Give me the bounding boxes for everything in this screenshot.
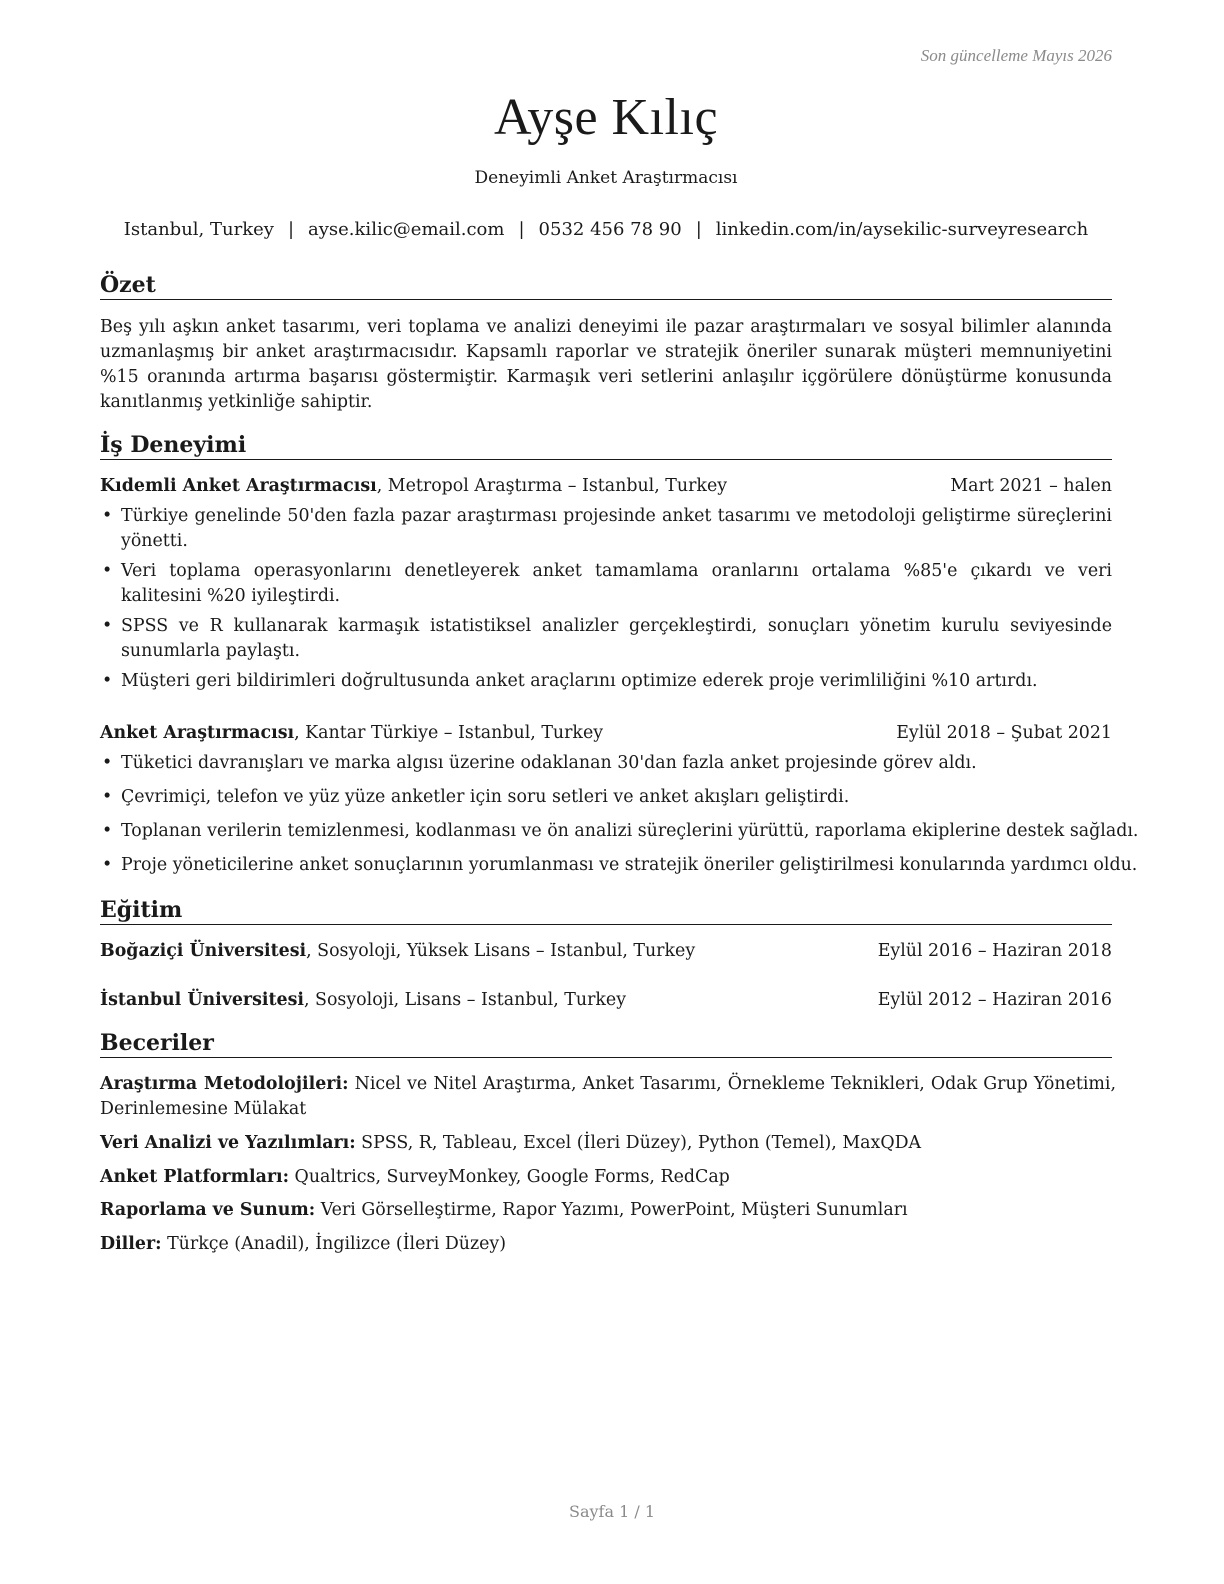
candidate-name: Ayşe Kılıç bbox=[493, 89, 719, 146]
skill-label: Veri Analizi ve Yazılımları: bbox=[100, 1133, 356, 1153]
contact-linkedin[interactable]: linkedin.com/in/aysekilic-surveyresearch bbox=[715, 219, 1089, 240]
skill-row bbox=[100, 1072, 1116, 1122]
skill-row bbox=[100, 1198, 1116, 1223]
job-role: Kıdemli Anket Araştırmacısı bbox=[100, 476, 377, 496]
bullet-text: Toplanan verilerin temizlenmesi, kodlanması ve ön analizi süreçlerini yürüttü, raporlama ekiplerine destek sağladı. bbox=[121, 821, 1139, 841]
job-role: Anket Araştırmacısı bbox=[100, 723, 295, 743]
job-dates: Eylül 2018 – Şubat 2021 bbox=[896, 723, 1112, 743]
bullet-text: Veri toplama operasyonlarını denetleyerek anket tamamlama oranlarını ortalama %85'e çıkardı ve veri kalitesini %20 iyileştirdi. bbox=[121, 561, 1112, 606]
skill-row bbox=[100, 1232, 1116, 1257]
bullet-text: SPSS ve R kullanarak karmaşık istatistiksel analizler gerçekleştirdi, sonuçları yönetim kurulu seviyesinde sunumlarla paylaştı. bbox=[121, 616, 1112, 661]
job-bullets bbox=[100, 751, 1139, 878]
education-dates: Eylül 2012 – Haziran 2016 bbox=[877, 990, 1112, 1010]
skill-value: Veri Görselleştirme, Rapor Yazımı, PowerPoint, Müşteri Sunumları bbox=[315, 1200, 908, 1220]
education-dates: Eylül 2016 – Haziran 2018 bbox=[877, 941, 1112, 961]
skill-value: Türkçe (Anadil), İngilizce (İleri Düzey) bbox=[161, 1234, 507, 1254]
job-entry-header bbox=[100, 721, 1112, 746]
bullet-text: Çevrimiçi, telefon ve yüz yüze anketler için soru setleri ve anket akışları geliştirdi. bbox=[121, 787, 850, 807]
section-heading-education: Eğitim bbox=[100, 896, 1112, 925]
contact-separator: | bbox=[518, 219, 525, 240]
job-org: , Kantar Türkiye – Istanbul, Turkey bbox=[294, 723, 604, 743]
bullet-icon: • bbox=[102, 753, 113, 773]
bullet-icon: • bbox=[102, 506, 113, 526]
contact-location: Istanbul, Turkey bbox=[123, 219, 274, 240]
list-item bbox=[100, 853, 1138, 878]
school-name: Boğaziçi Üniversitesi bbox=[100, 941, 307, 961]
candidate-title: Deneyimli Anket Araştırmacısı bbox=[474, 168, 738, 188]
list-item bbox=[100, 785, 1112, 810]
contact-phone: 0532 456 78 90 bbox=[538, 219, 682, 240]
job-bullets bbox=[100, 504, 1112, 694]
skill-value: SPSS, R, Tableau, Excel (İleri Düzey), Python (Temel), MaxQDA bbox=[355, 1133, 922, 1153]
bullet-icon: • bbox=[102, 561, 113, 581]
section-heading-experience: İş Deneyimi bbox=[100, 431, 1112, 460]
skill-value: Nicel ve Nitel Araştırma, Anket Tasarımı, Örnekleme Teknikleri, Odak Grup Yönetimi, Derinlemesine Mülakat bbox=[100, 1074, 1116, 1119]
job-org: , Metropol Araştırma – Istanbul, Turkey bbox=[376, 476, 728, 496]
contact-separator: | bbox=[695, 219, 702, 240]
contact-email[interactable]: ayse.kilic@email.com bbox=[308, 219, 505, 240]
bullet-icon: • bbox=[102, 671, 113, 691]
bullet-text: Müşteri geri bildirimleri doğrultusunda anket araçlarını optimize ederek proje verimliliğini %10 artırdı. bbox=[121, 671, 1038, 691]
bullet-icon: • bbox=[102, 855, 113, 875]
school-detail: , Sosyoloji, Lisans – Istanbul, Turkey bbox=[303, 990, 627, 1010]
list-item bbox=[100, 751, 1112, 776]
list-item bbox=[100, 504, 1112, 554]
bullet-icon: • bbox=[102, 616, 113, 636]
summary-text: Beş yılı aşkın anket tasarımı, veri toplama ve analizi deneyimi ile pazar araştırmaları ve sosyal bilimler alanında uzmanlaşmış bir anket araştırmacısıdır. Kapsamlı raporlar ve stratejik öneriler sunarak müşteri memnuniyetini %15 oranında artırma başarısı göstermiştir. Karmaşık veri setlerini anlaşılır içgörülere dönüştürme konusunda kanıtlanmış yetkinliğe sahiptir. bbox=[100, 317, 1112, 412]
list-item bbox=[100, 614, 1112, 664]
bullet-text: Tüketici davranışları ve marka algısı üzerine odaklanan 30'dan fazla anket projesinde görev aldı. bbox=[121, 753, 977, 773]
skill-label: Raporlama ve Sunum: bbox=[100, 1200, 316, 1220]
school-detail: , Sosyoloji, Yüksek Lisans – Istanbul, Turkey bbox=[306, 941, 696, 961]
section-heading-skills: Beceriler bbox=[100, 1029, 1112, 1058]
job-entry-header bbox=[100, 474, 1112, 499]
skill-value: Qualtrics, SurveyMonkey, Google Forms, RedCap bbox=[289, 1167, 730, 1187]
bullet-icon: • bbox=[102, 787, 113, 807]
list-item bbox=[100, 559, 1112, 609]
education-entry bbox=[100, 939, 1112, 964]
contact-separator: | bbox=[287, 219, 295, 240]
skill-label: Anket Platformları: bbox=[100, 1167, 290, 1187]
school-name: İstanbul Üniversitesi bbox=[100, 990, 304, 1010]
skill-row bbox=[100, 1131, 1116, 1156]
skill-label: Diller: bbox=[100, 1234, 162, 1254]
list-item bbox=[100, 669, 1112, 694]
page-number: Sayfa 1 / 1 bbox=[568, 1502, 655, 1521]
bullet-text: Türkiye genelinde 50'den fazla pazar araştırması projesinde anket tasarımı ve metodoloji geliştirme süreçlerini yönetti. bbox=[121, 506, 1112, 551]
bullet-icon: • bbox=[102, 821, 113, 841]
skill-label: Araştırma Metodolojileri: bbox=[100, 1074, 349, 1094]
list-item bbox=[100, 819, 1139, 844]
contact-line bbox=[100, 219, 1112, 240]
last-updated-note: Son güncelleme Mayıs 2026 bbox=[920, 46, 1112, 65]
section-heading-summary: Özet bbox=[100, 271, 1112, 300]
education-entry bbox=[100, 988, 1112, 1013]
job-dates: Mart 2021 – halen bbox=[950, 476, 1112, 496]
skill-row bbox=[100, 1165, 1116, 1190]
bullet-text: Proje yöneticilerine anket sonuçlarının yorumlanması ve stratejik öneriler geliştirilmesi konularında yardımcı oldu. bbox=[121, 855, 1138, 875]
